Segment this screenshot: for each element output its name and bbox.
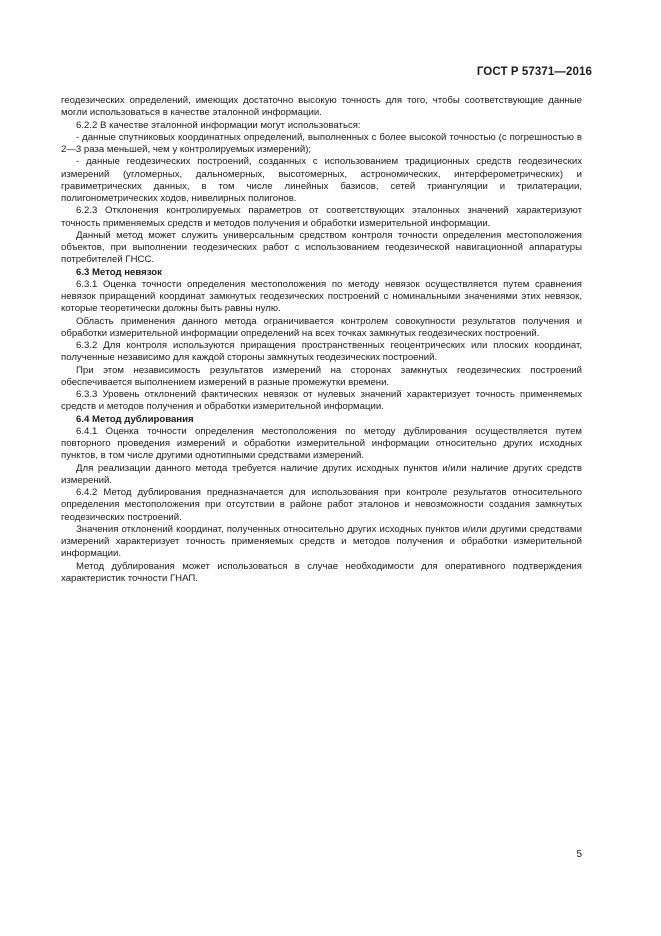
paragraph: Данный метод может служить универсальным средством контроля точности определения местоположения объектов, при выполнении геодезических работ с использованием геодезической навигационной аппаратуры потребителей ГНСС. [61,229,582,266]
section-heading-6-4: 6.4 Метод дублирования [76,413,194,425]
list-item: - данные геодезических построений, созданных с использованием традиционных средств геодезических измерений (угломерных, дальномерных, высотомерных, астрономических, интерферометрических) и гравиметрических данных, в том числе линейных базисов, сетей триангуляции и трилатерации, полигонометрических ходов, нивелирных полигонов. [61,156,582,204]
paragraph: 6.4.2 Метод дублирования предназначается для использования при контроле результатов относительного определения местоположения при отсутствии в районе работ эталонов и невозможности создания замкнутых геодезических построений. [61,487,582,523]
paragraph: Область применения данного метода ограничивается контролем совокупности результатов получения и обработки измерительной информации определений на всех точках замкнутых геодезических построений. [61,315,582,339]
paragraph: геодезических определений, имеющих достаточно высокую точность для того, чтобы соответствующие данные могли использоваться в качестве эталонной информации. [61,95,582,119]
document-body [61,95,582,585]
page-number: 5 [576,849,582,860]
paragraph: Метод дублирования может использоваться в случае необходимости для оперативного подтверждения характеристик точности ГНАП. [61,560,582,584]
paragraph: 6.3.1 Оценка точности определения местоположения по методу невязок осуществляется путем сравнения невязок приращений координат замкнутых геодезических построений с номинальными значениями этих невязок, которые теоретически должны быть равны нулю. [61,278,582,315]
list-item: - данные спутниковых координатных определений, выполненных с более высокой точностью (с погрешностью в 2—3 раза меньшей, чем у контролируемых измерений); [61,131,582,155]
paragraph: Для реализации данного метода требуется наличие других исходных пунктов и/или наличие других средств измерений. [61,462,582,486]
paragraph: 6.3.2 Для контроля используются приращения пространственных геоцентрических или плоских координат, полученные независимо для каждой стороны замкнутых геодезических построений. [61,340,582,364]
paragraph: 6.3.3 Уровень отклонений фактических невязок от нулевых значений характеризует точность применяемых средств и методов получения и обработки измерительной информации. [61,389,582,413]
section-heading-6-3: 6.3 Метод невязок [76,266,162,278]
paragraph: При этом независимость результатов измерений на сторонах замкнутых геодезических построений обеспечивается выполнением измерений в разные промежутки времени. [61,364,582,388]
paragraph: 6.2.3 Отклонения контролируемых параметров от соответствующих эталонных значений характеризуют точность применяемых средств и методов получения и обработки измерительной информации. [61,205,582,229]
paragraph: 6.2.2 В качестве эталонной информации могут использоваться: [76,119,361,131]
document-header: ГОСТ Р 57371—2016 [476,66,592,78]
paragraph: 6.4.1 Оценка точности определения местоположения по методу дублирования осуществляется путем повторного проведения измерений и обработки измерительной информации относительно других исходных пунктов, в том числе другими однотипными средствами измерений. [61,425,582,462]
paragraph: Значения отклонений координат, полученных относительно других исходных пунктов и/или другими средствами измерений характеризует точность применяемых средств и методов получения и обработки измерительной информации. [61,523,582,560]
